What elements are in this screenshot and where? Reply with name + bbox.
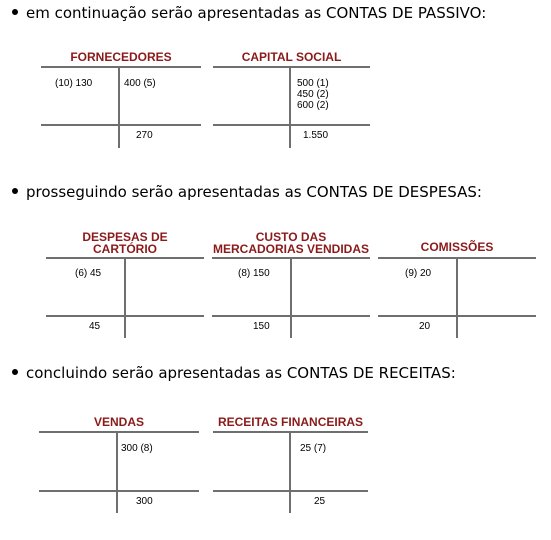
credit-entries: 25 (7) (300, 443, 327, 454)
t-total-line (212, 315, 370, 317)
bullet-text: em continuação serão apresentadas as CONTAS DE PASSIVO: (26, 4, 487, 22)
t-top-line (213, 66, 370, 68)
t-vertical-line (289, 66, 291, 148)
bullet-receitas (12, 363, 456, 383)
t-account-despesas-cartorio (46, 229, 204, 339)
debit-entries: (6) 45 (75, 268, 102, 279)
account-title: VENDAS (93, 415, 144, 429)
t-vertical-line (456, 257, 458, 338)
t-vertical-line (116, 431, 118, 513)
t-total-line (39, 490, 199, 492)
t-total-line (41, 124, 201, 126)
t-account-custo-mercadorias (212, 229, 370, 339)
t-total-line (378, 315, 536, 317)
t-account-fornecedores (41, 49, 201, 149)
credit-entries: 400 (5) (124, 78, 156, 89)
account-title: FORNECEDORES (70, 50, 172, 64)
account-title: DESPESAS DE CARTÓRIO (82, 230, 168, 256)
bullet-dot (12, 369, 18, 375)
t-account-capital-social (213, 49, 370, 149)
account-title: COMISSÕES (420, 240, 494, 254)
debit-entries: (8) 150 (238, 268, 270, 279)
t-top-line (41, 66, 201, 68)
t-vertical-line (118, 66, 120, 148)
credit-total: 270 (136, 130, 153, 141)
account-title: CUSTO DAS MERCADORIAS VENDIDAS (212, 230, 369, 256)
t-account-vendas (39, 414, 199, 514)
debit-total: 150 (253, 321, 270, 332)
t-total-line (213, 490, 368, 492)
t-total-line (213, 124, 370, 126)
account-title: RECEITAS FINANCEIRAS (217, 415, 364, 429)
t-account-comissoes (378, 229, 536, 339)
bullet-text: concluindo serão apresentadas as CONTAS DE RECEITAS: (26, 364, 456, 382)
t-total-line (46, 315, 204, 317)
credit-total: 300 (136, 496, 153, 507)
credit-entries: 300 (8) (121, 443, 153, 454)
bullet-dot (12, 9, 18, 15)
bullet-dot (12, 188, 18, 194)
credit-total: 1.550 (303, 130, 329, 141)
bullet-text: prosseguindo serão apresentadas as CONTAS DE DESPESAS: (26, 183, 482, 201)
account-title: CAPITAL SOCIAL (241, 50, 342, 64)
t-vertical-line (289, 431, 291, 513)
debit-total: 20 (419, 321, 431, 332)
debit-entries: (9) 20 (405, 268, 432, 279)
bullet-despesas (12, 182, 482, 202)
debit-entries: (10) 130 (55, 78, 93, 89)
t-vertical-line (290, 257, 292, 338)
bullet-passivo (12, 3, 486, 23)
credit-total: 25 (314, 496, 326, 507)
debit-total: 45 (89, 321, 101, 332)
t-vertical-line (124, 257, 126, 338)
t-top-line (39, 431, 199, 433)
t-account-receitas-financeiras (213, 414, 368, 514)
credit-entries: 500 (1) 450 (2) 600 (2) (297, 78, 329, 111)
